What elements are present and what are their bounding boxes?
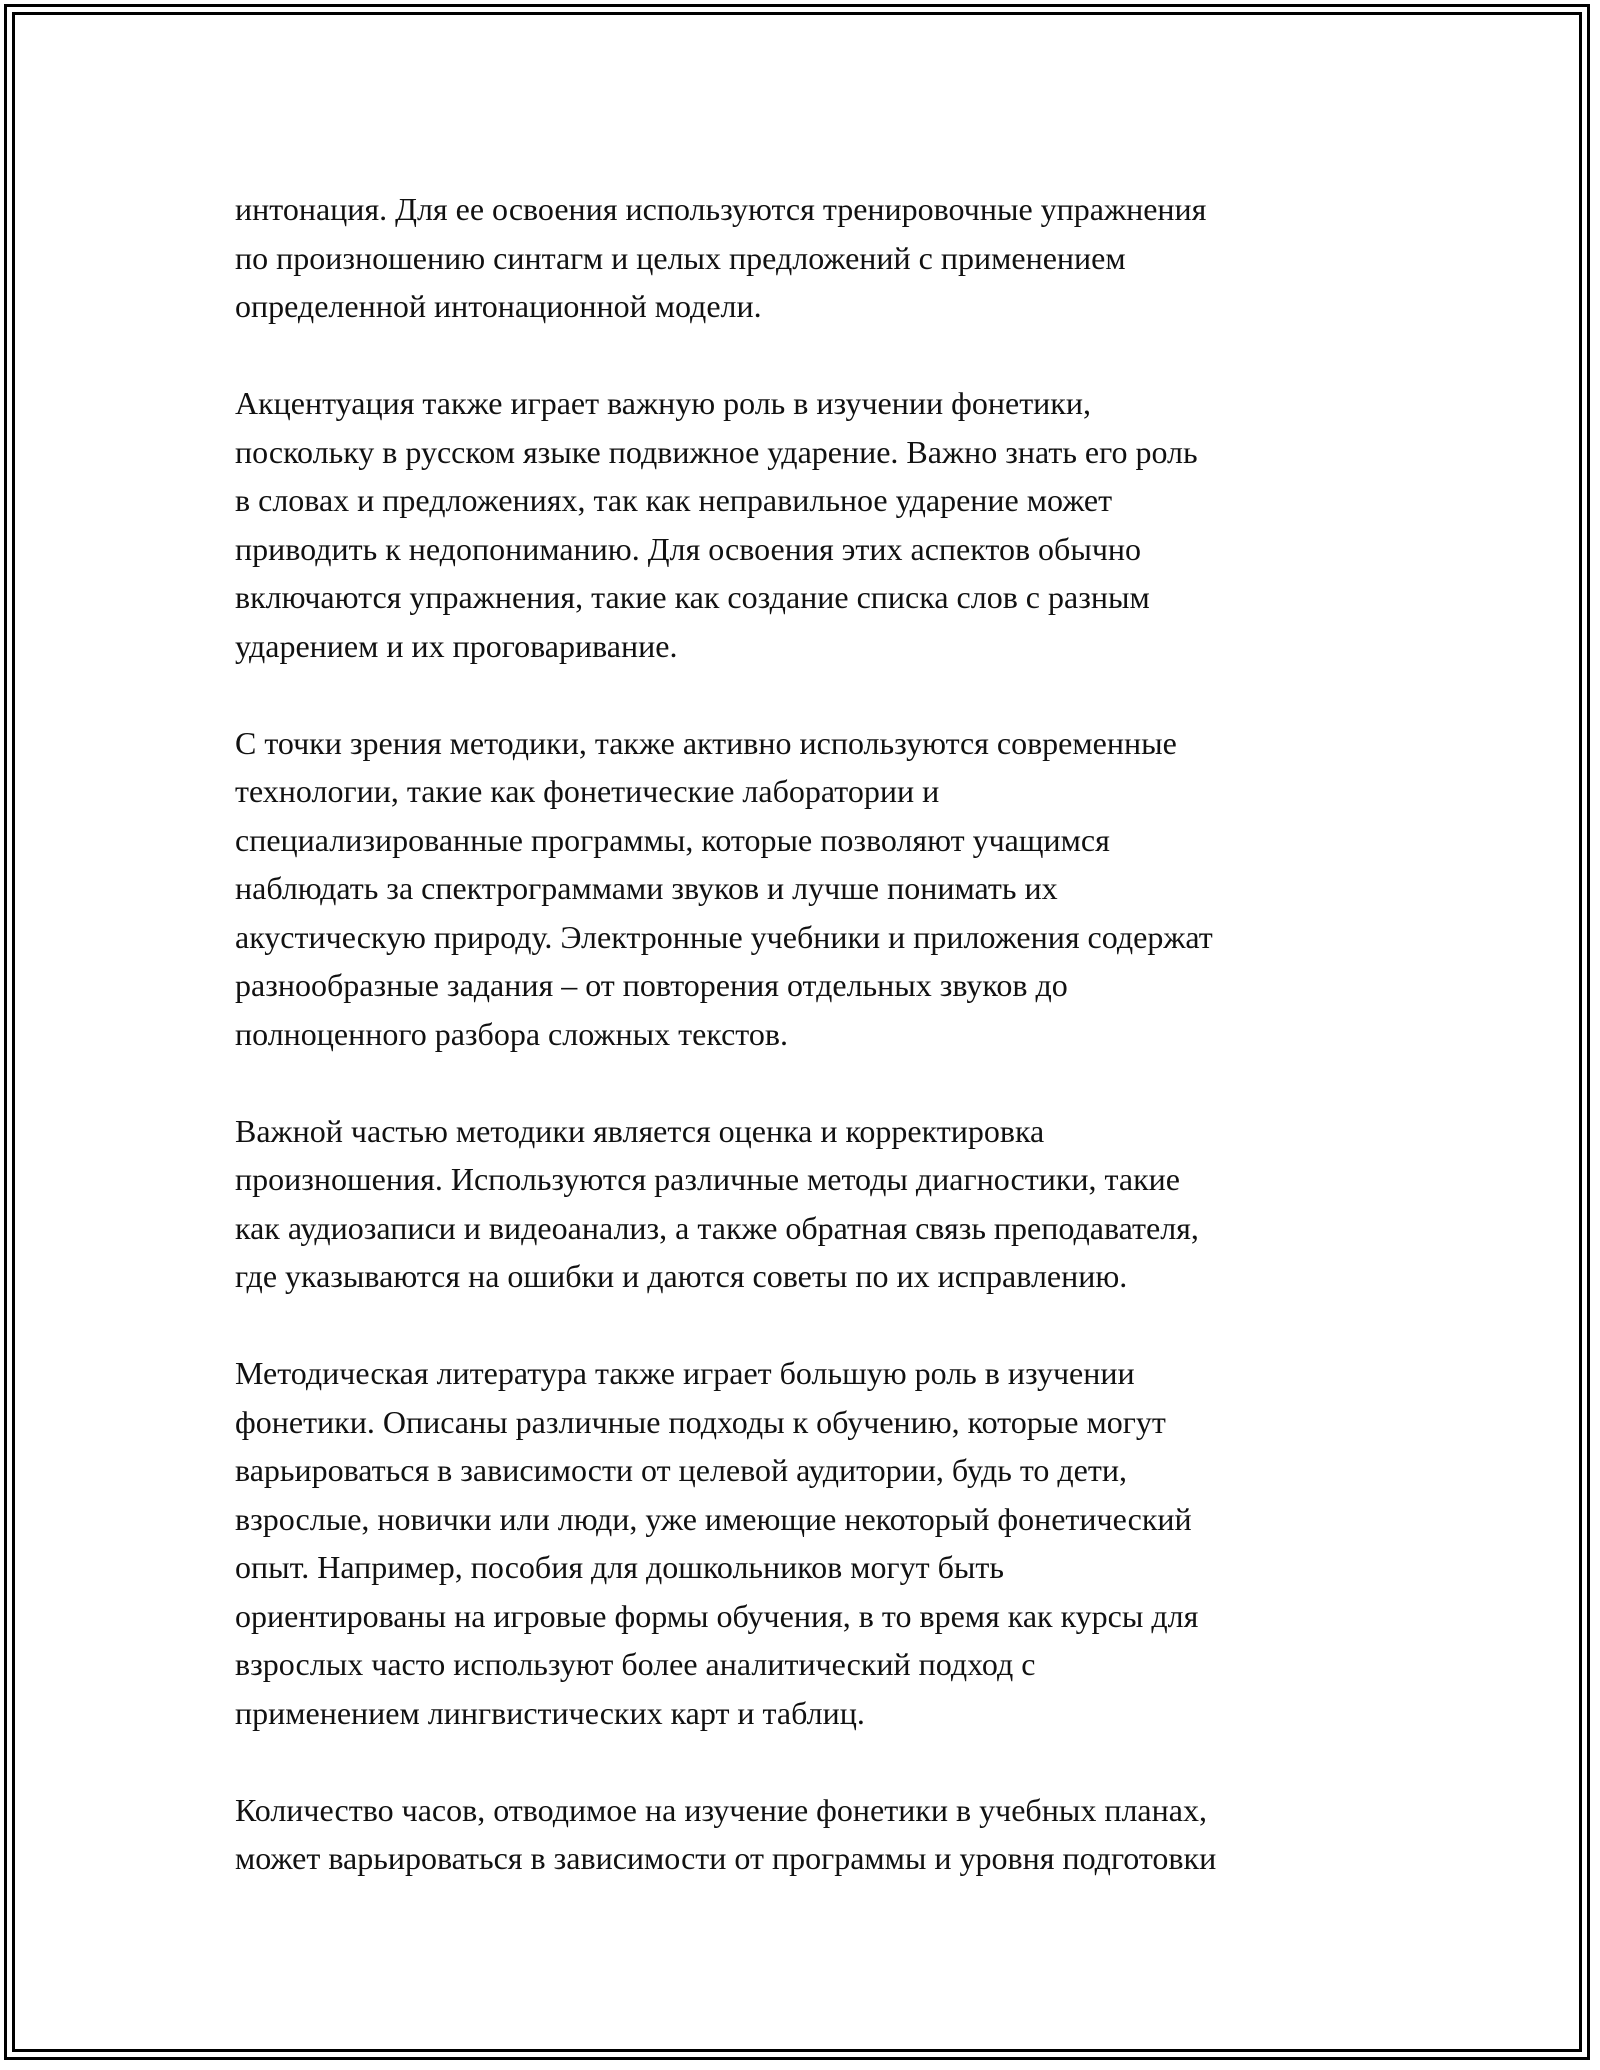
text-line: фонетики. Описаны различные подходы к обучению, которые могут xyxy=(235,1403,1166,1440)
text-line: интонация. Для ее освоения используются тренировочные упражнения xyxy=(235,191,1207,227)
text-line: определенной интонационной модели. xyxy=(235,288,762,324)
text-line: Акцентуация также играет важную роль в изучении фонетики, xyxy=(235,385,1091,421)
text-line: разнообразные задания – от повторения отдельных звуков до xyxy=(235,967,1068,1003)
text-line: наблюдать за спектрограммами звуков и лучше понимать их xyxy=(235,870,1058,906)
text-line: приводить к недопониманию. Для освоения этих аспектов обычно xyxy=(235,530,1142,567)
text-line: взрослых часто используют более аналитический подход с xyxy=(235,1646,1036,1682)
paragraph-spacer xyxy=(235,670,1380,719)
paragraph-spacer xyxy=(235,1737,1380,1786)
text-line: поскольку в русском языке подвижное ударение. Важно знать его роль xyxy=(235,433,1198,470)
text-line: варьироваться в зависимости от целевой аудитории, будь то дети, xyxy=(235,1452,1127,1488)
text-line: как аудиозаписи и видеоанализ, а также обратная связь преподавателя, xyxy=(235,1209,1199,1246)
text-line: Методическая литература также играет большую роль в изучении xyxy=(235,1355,1135,1391)
paragraph-6 xyxy=(235,1786,1380,1883)
text-line: может варьироваться в зависимости от программы и уровня подготовки xyxy=(235,1840,1217,1876)
document-body xyxy=(235,185,1380,1883)
text-line: ориентированы на игровые формы обучения, в то время как курсы для xyxy=(235,1597,1199,1634)
paragraph-1 xyxy=(235,185,1380,331)
text-line: технологии, такие как фонетические лаборатории и xyxy=(235,773,940,809)
paragraph-4 xyxy=(235,1107,1380,1301)
paragraph-2 xyxy=(235,379,1380,670)
text-line: включаются упражнения, такие как создание списка слов с разным xyxy=(235,579,1150,615)
text-line: в словах и предложениях, так как неправильное ударение может xyxy=(235,482,1113,518)
text-line: полноценного разбора сложных текстов. xyxy=(235,1015,788,1052)
text-line: применением лингвистических карт и таблиц. xyxy=(235,1694,865,1731)
text-line: С точки зрения методики, также активно используются современные xyxy=(235,724,1177,761)
text-line: Важной частью методики является оценка и корректировка xyxy=(235,1112,1045,1149)
paragraph-5 xyxy=(235,1349,1380,1737)
paragraph-spacer xyxy=(235,331,1380,380)
text-line: взрослые, новички или люди, уже имеющие некоторый фонетический xyxy=(235,1500,1192,1537)
paragraph-spacer xyxy=(235,1301,1380,1350)
text-line: ударением и их проговаривание. xyxy=(235,627,678,664)
paragraph-spacer xyxy=(235,1058,1380,1107)
paragraph-3 xyxy=(235,719,1380,1059)
text-line: специализированные программы, которые позволяют учащимся xyxy=(235,821,1110,858)
text-line: акустическую природу. Электронные учебники и приложения содержат xyxy=(235,918,1213,955)
text-line: где указываются на ошибки и даются советы по их исправлению. xyxy=(235,1258,1128,1294)
text-line: произношения. Используются различные методы диагностики, такие xyxy=(235,1161,1180,1197)
text-line: Количество часов, отводимое на изучение фонетики в учебных планах, xyxy=(235,1791,1207,1828)
text-line: опыт. Например, пособия для дошкольников могут быть xyxy=(235,1549,1004,1585)
text-line: по произношению синтагм и целых предложений с применением xyxy=(235,239,1126,276)
